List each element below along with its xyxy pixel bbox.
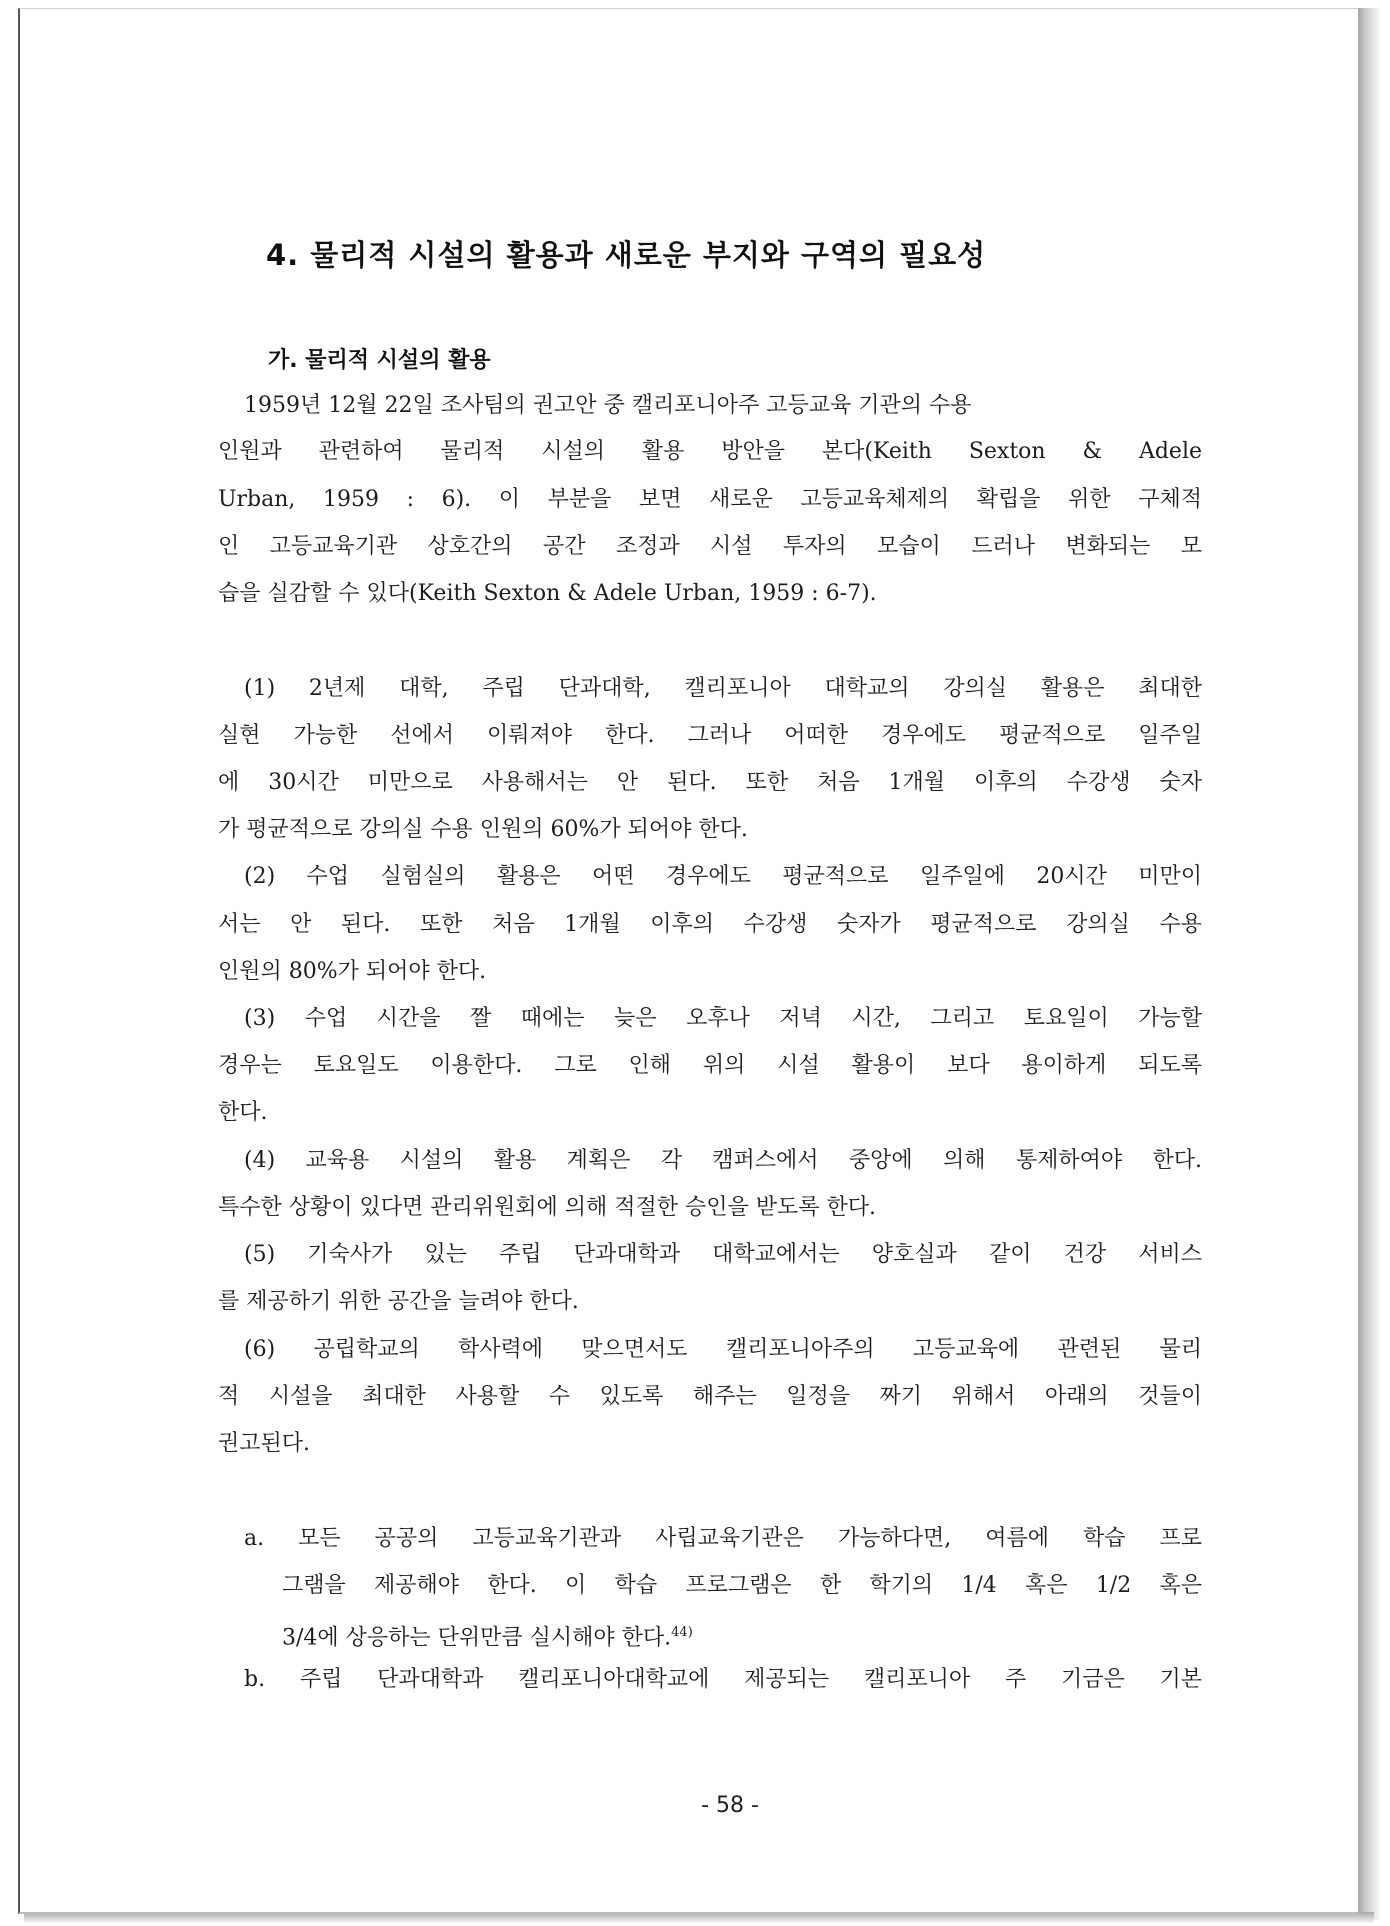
document-page [18, 8, 1358, 1914]
page-number: - 58 - [701, 1793, 759, 1818]
intro-line-3: Urban, 1959 : 6). 이 부분을 보면 새로운 고등교육체제의 확립을 위한 구체적 [218, 487, 1202, 512]
intro-line-4: 인 고등교육기관 상호간의 공간 조정과 시설 투자의 모습이 드러나 변화되는 모 [218, 534, 1202, 559]
intro-line-5: 습을 실감할 수 있다(Keith Sexton & Adele Urban, 1959 : 6-7). [218, 581, 877, 606]
item-2-line-2: 서는 안 된다. 또한 처음 1개월 이후의 수강생 숫자가 평균적으로 강의실 수용 [218, 912, 1202, 937]
sub-item-a-line-3-text: 3/4에 상응하는 단위만큼 실시해야 한다. [282, 1625, 672, 1651]
sub-item-a-line-2: 그램을 제공해야 한다. 이 학습 프로그램은 한 학기의 1/4 혹은 1/2 혹은 [282, 1573, 1202, 1598]
item-4-line-2: 특수한 상황이 있다면 관리위원회에 의해 적절한 승인을 받도록 한다. [218, 1195, 876, 1220]
item-1-line-2: 실현 가능한 선에서 이뤄져야 한다. 그러나 어떠한 경우에도 평균적으로 일주일 [218, 723, 1202, 748]
item-4-line-1: (4) 교육용 시설의 활용 계획은 각 캠퍼스에서 중앙에 의해 통제하여야 한다. [244, 1148, 1202, 1173]
intro-line-2: 인원과 관련하여 물리적 시설의 활용 방안을 본다(Keith Sexton & Adele [218, 439, 1202, 464]
item-1-line-1: (1) 2년제 대학, 주립 단과대학, 캘리포니아 대학교의 강의실 활용은 최대한 [244, 676, 1202, 701]
intro-line-1: 1959년 12월 22일 조사팀의 권고안 중 캘리포니아주 고등교육 기관의 수용 [244, 393, 972, 418]
item-2-line-1: (2) 수업 실험실의 활용은 어떤 경우에도 평균적으로 일주일에 20시간 미만이 [244, 864, 1202, 889]
item-1-line-3: 에 30시간 미만으로 사용해서는 안 된다. 또한 처음 1개월 이후의 수강생 숫자 [218, 770, 1202, 795]
item-3-line-1: (3) 수업 시간을 짤 때에는 늦은 오후나 저녁 시간, 그리고 토요일이 가능할 [244, 1006, 1202, 1031]
sub-item-a-line-1: a. 모든 공공의 고등교육기관과 사립교육기관은 가능하다면, 여름에 학습 프로 [244, 1526, 1202, 1551]
item-6-line-3: 권고된다. [218, 1431, 311, 1456]
sub-item-b-line-1: b. 주립 단과대학과 캘리포니아대학교에 제공되는 캘리포니아 주 기금은 기본 [244, 1667, 1202, 1692]
item-6-line-2: 적 시설을 최대한 사용할 수 있도록 해주는 일정을 짜기 위해서 아래의 것들이 [218, 1384, 1202, 1409]
item-5-line-1: (5) 기숙사가 있는 주립 단과대학과 대학교에서는 양호실과 같이 건강 서비스 [244, 1242, 1202, 1267]
footnote-reference: 44) [671, 1625, 693, 1640]
item-3-line-3: 한다. [218, 1100, 268, 1125]
item-2-line-3: 인원의 80%가 되어야 한다. [218, 959, 487, 984]
item-5-line-2: 를 제공하기 위한 공간을 늘려야 한다. [218, 1289, 579, 1314]
item-3-line-2: 경우는 토요일도 이용한다. 그로 인해 위의 시설 활용이 보다 용이하게 되도록 [218, 1053, 1202, 1078]
section-heading: 가. 물리적 시설의 활용 [268, 348, 491, 373]
item-6-line-1: (6) 공립학교의 학사력에 맞으면서도 캘리포니아주의 고등교육에 관련된 물리 [244, 1337, 1202, 1362]
chapter-title: 4. 물리적 시설의 활용과 새로운 부지와 구역의 필요성 [266, 238, 987, 272]
sub-item-a-line-3 [282, 1618, 693, 1653]
page-edge-shadow-right [1356, 8, 1382, 1920]
item-1-line-4: 가 평균적으로 강의실 수용 인원의 60%가 되어야 한다. [218, 817, 748, 842]
